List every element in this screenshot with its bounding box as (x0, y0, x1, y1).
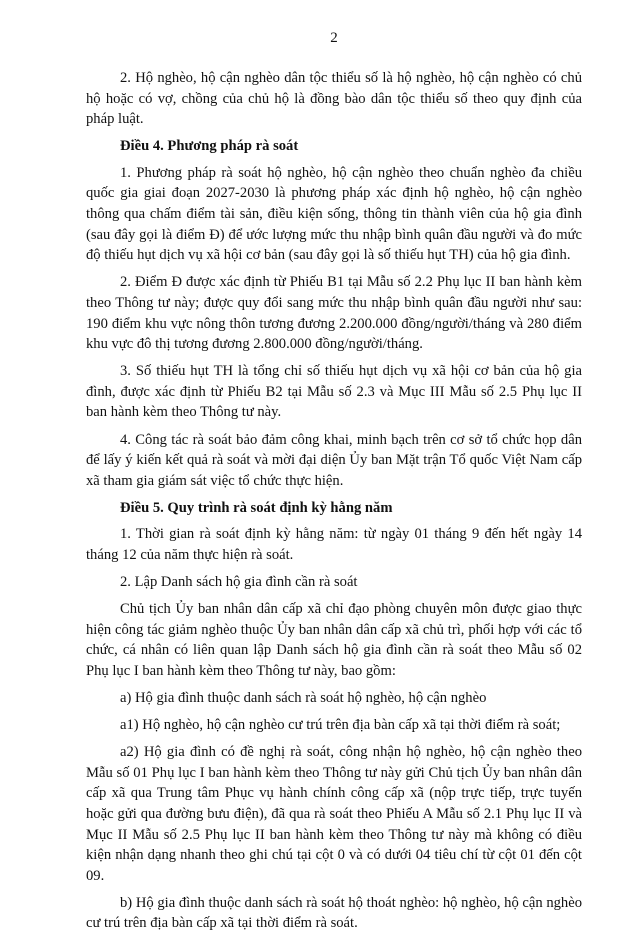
paragraph-article-4-clause-1: 1. Phương pháp rà soát hộ nghèo, hộ cận nghèo theo chuẩn nghèo đa chiều quốc gia giai đoạn 2027-2030 là phương pháp xác định hộ nghèo, hộ cận nghèo thông qua chấm điểm tài sản, điều kiện sống, thông tin thành viên của hộ gia đình (sau đây gọi là điểm Đ) để ước lượng mức thu nhập bình quân đầu người và đo mức độ thiếu hụt dịch vụ xã hội cơ bản (sau đây gọi là số thiếu hụt TH) của hộ gia đình. (86, 164, 582, 264)
paragraph-article-4-clause-2: 2. Điểm Đ được xác định từ Phiếu B1 tại Mẫu số 2.2 Phụ lục II ban hành kèm theo Thông tư này; được quy đổi sang mức thu nhập bình quân đầu người như sau: 190 điểm khu vực nông thôn tương đương 2.200.000 đồng/người/tháng và 280 điểm khu vực đô thị tương đương 2.800.000 đồng/người/tháng. (86, 274, 582, 353)
heading-article-4: Điều 4. Phương pháp rà soát (120, 138, 299, 155)
paragraph-item-b: b) Hộ gia đình thuộc danh sách rà soát hộ thoát nghèo: hộ nghèo, hộ cận nghèo cư trú trên địa bàn cấp xã tại thời điểm rà soát. (86, 894, 582, 932)
paragraph-article-4-clause-3: 3. Số thiếu hụt TH là tổng chỉ số thiếu hụt dịch vụ xã hội cơ bản của hộ gia đình, được xác định từ Phiếu B2 tại Mẫu số 2.3 và Mục III Mẫu số 2.5 Phụ lục II ban hành kèm theo Thông tư này. (86, 363, 582, 421)
paragraph-item-a: a) Hộ gia đình thuộc danh sách rà soát hộ nghèo, hộ cận nghèo (120, 690, 487, 707)
paragraph-item-a2: a2) Hộ gia đình có đề nghị rà soát, công nhận hộ nghèo, hộ cận nghèo theo Mẫu số 01 Phụ lục I ban hành kèm theo Thông tư này gửi Chủ tịch Ủy ban nhân dân cấp xã qua Trung tâm Phục vụ hành chính công cấp xã (nộp trực tiếp, trực tuyến hoặc gửi qua đường bưu điện), đã qua rà soát theo Phiếu A Mẫu số 2.1 Phụ lục II và Mục II Mẫu số 2.5 Phụ lục II ban hành kèm theo Thông tư này mà không có điều kiện nhận dạng nhanh theo ghi chú tại cột 0 và có dưới 04 tiêu chí từ cột 01 đến cột 09. (86, 744, 582, 884)
paragraph-article-4-clause-4: 4. Công tác rà soát bảo đảm công khai, minh bạch trên cơ sở tổ chức họp dân để lấy ý kiến kết quả rà soát và mời đại diện Ủy ban Mặt trận Tổ quốc Việt Nam cấp xã tham gia giám sát việc tổ chức thực hiện. (86, 431, 582, 489)
page-number: 2 (330, 30, 338, 46)
paragraph-article-5-clause-2-body: Chủ tịch Ủy ban nhân dân cấp xã chỉ đạo phòng chuyên môn được giao thực hiện công tác giảm nghèo thuộc Ủy ban nhân dân cấp xã chủ trì, phối hợp với các tổ chức, cá nhân có liên quan lập Danh sách hộ gia đình cần rà soát theo Mẫu số 02 Phụ lục I ban hành kèm theo Thông tư này, bao gồm: (86, 601, 582, 679)
paragraph-article-5-clause-2: 2. Lập Danh sách hộ gia đình cần rà soát (120, 574, 358, 591)
paragraph-clause-2-ethnic-minority: 2. Hộ nghèo, hộ cận nghèo dân tộc thiểu số là hộ nghèo, hộ cận nghèo có chủ hộ hoặc có vợ, chồng của chủ hộ là đồng bào dân tộc thiểu số theo quy định của pháp luật. (86, 70, 582, 128)
document-body (86, 68, 582, 934)
heading-article-5: Điều 5. Quy trình rà soát định kỳ hằng năm (120, 499, 393, 516)
paragraph-article-5-clause-1: 1. Thời gian rà soát định kỳ hằng năm: từ ngày 01 tháng 9 đến hết ngày 14 tháng 12 của năm thực hiện rà soát. (86, 526, 582, 563)
paragraph-item-a1: a1) Hộ nghèo, hộ cận nghèo cư trú trên địa bàn cấp xã tại thời điểm rà soát; (120, 717, 561, 734)
